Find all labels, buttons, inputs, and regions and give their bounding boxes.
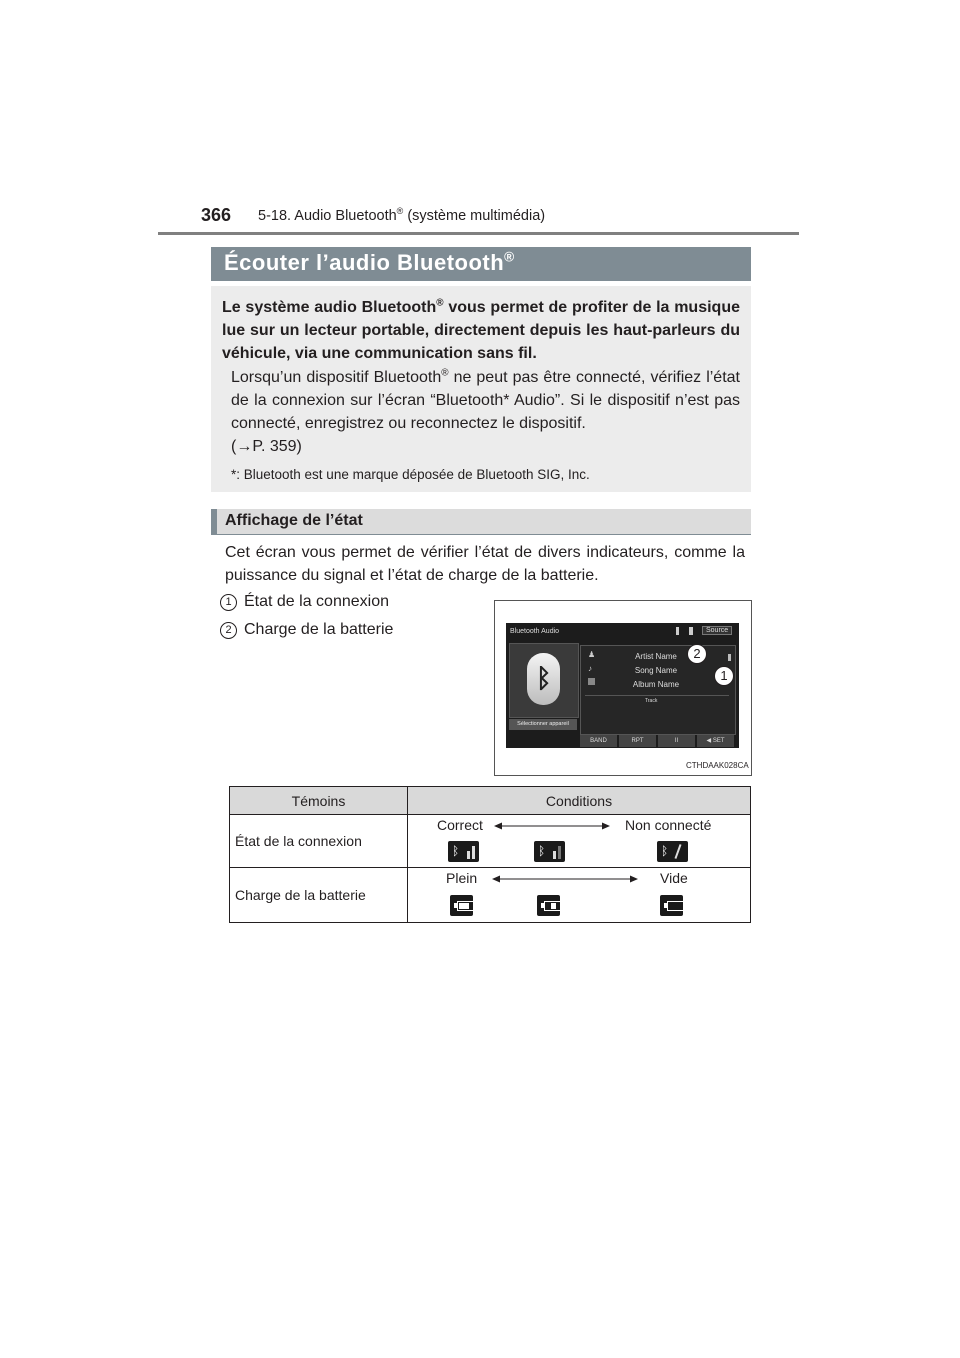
bluetooth-logo-panel — [509, 643, 579, 718]
album-icon — [588, 678, 595, 685]
screen-title: Bluetooth Audio — [510, 628, 560, 635]
connection-partial-icon: ᛒ — [534, 841, 565, 862]
bluetooth-logo-icon: ᛒ — [527, 653, 560, 705]
column-header-conditions: Conditions — [408, 787, 751, 815]
album-name: Album Name — [632, 680, 680, 689]
label-full: Plein — [446, 870, 478, 886]
screen-signal-icon — [689, 627, 693, 635]
range-arrow — [494, 821, 610, 831]
source-button[interactable]: Source — [702, 626, 732, 635]
indicator-table — [229, 786, 751, 923]
pause-button[interactable]: II — [658, 735, 695, 747]
header-rule — [158, 232, 799, 235]
song-icon: ♪ — [588, 664, 592, 673]
item-label-connection: État de la connexion — [244, 593, 389, 610]
intro-bold-text: Le système audio Bluetooth® vous permet de profiter de la musique lue sur un lecteur portable, directement depuis les haut-parleurs du véhicule, via une communication sans fil. — [222, 297, 740, 362]
running-head: 5-18. Audio Bluetooth® (système multimédia) — [258, 206, 546, 224]
battery-empty-icon — [660, 895, 683, 916]
song-name: Song Name — [634, 666, 678, 675]
table-row — [230, 868, 751, 923]
item-number-2: 2 — [220, 622, 237, 639]
section-body: Cet écran vous permet de vérifier l’état de divers indicateurs, comme la puissance du signal et l’état de charge de la batterie. — [225, 544, 745, 584]
repeat-button[interactable]: RPT — [619, 735, 656, 747]
row-label-connection: État de la connexion — [230, 815, 408, 868]
item-label-battery: Charge de la batterie — [244, 621, 394, 638]
connection-conditions — [408, 815, 751, 868]
section-rule — [211, 534, 751, 535]
battery-full-icon — [450, 895, 473, 916]
table-row — [230, 815, 751, 868]
callout-2: 2 — [687, 644, 707, 664]
row-label-battery: Charge de la batterie — [230, 868, 408, 923]
audio-screen — [506, 623, 739, 748]
label-not-connected: Non connecté — [625, 817, 712, 833]
page-title: Écouter l’audio Bluetooth® — [224, 249, 515, 275]
intro-note-text: Lorsqu’un dispositif Bluetooth® ne peut pas être connecté, vérifiez l’état de la connexion sur l’écran “Bluetooth* Audio”. Si le dispositif n’est pas connecté, enregistrez ou reconnectez le dispositif. — [231, 367, 740, 432]
table-header-row — [230, 787, 751, 815]
page-number: 366 — [201, 205, 232, 225]
track-label: Track — [645, 698, 658, 704]
volume-icon: ◀ — [706, 738, 712, 744]
section-accent — [211, 509, 217, 535]
label-correct: Correct — [437, 817, 483, 833]
callout-1: 1 — [714, 666, 734, 686]
screen-battery-icon — [676, 627, 686, 636]
page-reference: (→P. 359) — [231, 438, 302, 455]
track-info-panel — [580, 645, 736, 735]
battery-half-icon — [537, 895, 560, 916]
column-header-indicators: Témoins — [230, 787, 408, 815]
figure-code: CTHDAAK028CA — [686, 761, 749, 770]
item-number-1: 1 — [220, 594, 237, 611]
battery-conditions — [408, 868, 751, 923]
connection-none-icon: ᛒ — [657, 841, 688, 862]
footnote: *: Bluetooth est une marque déposée de Bluetooth SIG, Inc. — [231, 467, 590, 482]
set-button[interactable]: ◀ SET — [697, 735, 734, 747]
section-title: Affichage de l’état — [225, 512, 363, 529]
artist-icon: ♟ — [588, 650, 596, 659]
label-empty: Vide — [660, 870, 688, 886]
band-button[interactable]: BAND — [580, 735, 617, 747]
connection-full-icon: ᛒ — [448, 841, 479, 862]
divider — [585, 695, 729, 696]
range-arrow — [492, 874, 638, 884]
select-device-button[interactable]: Sélectionner appareil — [509, 719, 577, 730]
screen-status-icon — [728, 654, 731, 661]
artist-name: Artist Name — [635, 652, 677, 661]
